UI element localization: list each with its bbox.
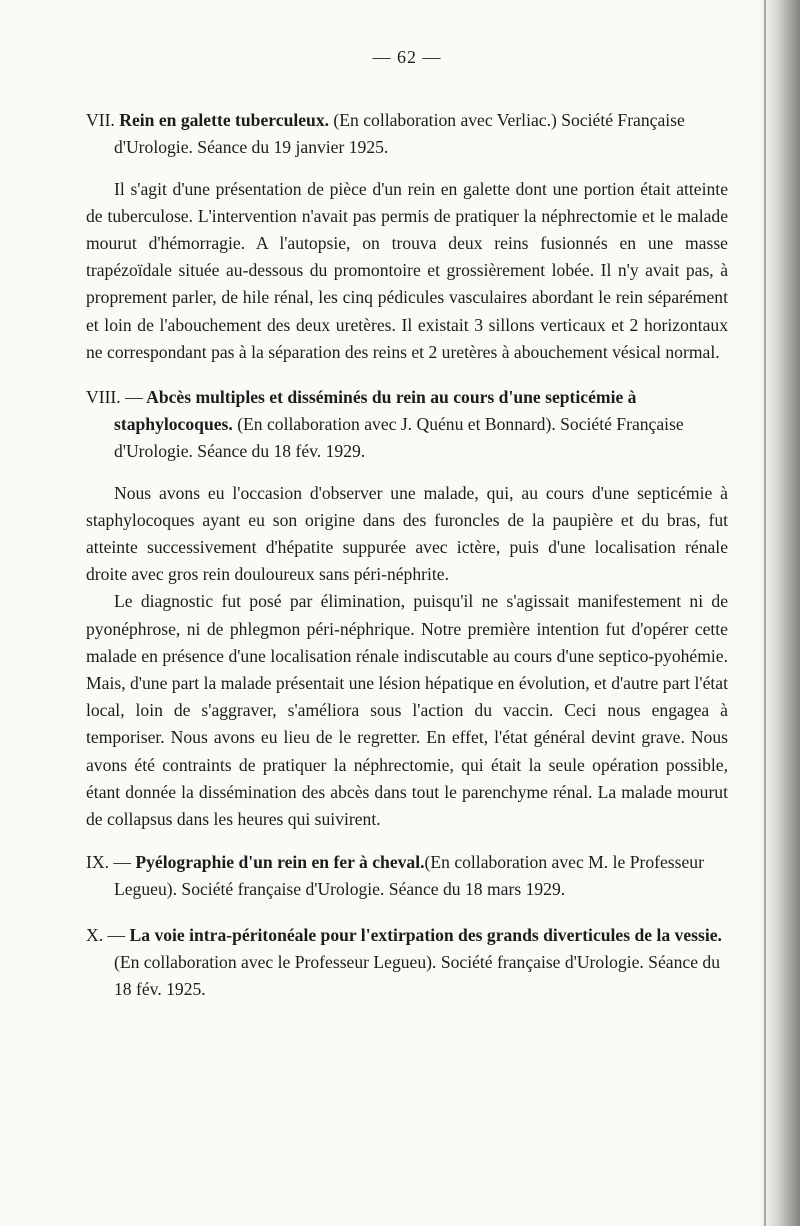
entry-heading xyxy=(86,107,728,161)
entry-reference: (En collaboration avec le Professeur Legueu). Société française d'Urologie. Séance du 18 fév. 1925. xyxy=(114,951,720,1000)
document-page xyxy=(86,44,728,1015)
entry-paragraph: Il s'agit d'une présentation de pièce d'un rein en galette dont une portion était atteinte de tuberculose. L'intervention n'avait pas permis de pratiquer la néphrectomie et le malade mourut d'hémorragie. A l'autopsie, on trouva deux reins fusionnés en une masse trapézoïdale située au-dessous du promontoire et grossièrement lobée. Il n'y avait pas, à proprement parler, de hile rénal, les cinq pédicules vasculaires abordant le rein séparément et loin de l'abouchement des deux uretères. Il existait 3 sillons verticaux et 2 horizontaux ne correspondant pas à la séparation des reins et 2 uretères à abouchement vésical normal. xyxy=(86,178,728,362)
entry-heading xyxy=(86,922,728,1004)
entry-reference: (En collaboration avec J. Quénu et Bonnard). Société Française d'Urologie. Séance du 18 fév. 1929. xyxy=(114,414,684,462)
entry-x xyxy=(86,922,728,1004)
entry-number: VIII. — xyxy=(86,387,143,408)
entry-heading xyxy=(86,849,728,903)
entry-reference: (En collaboration avec Verliac.) Société Française d'Urologie. Séance du 19 janvier 1925. xyxy=(114,110,685,158)
entry-title: Abcès multiples et disséminés du rein au cours d'une septicémie à staphylocoques. xyxy=(114,387,637,435)
entry-ix xyxy=(86,849,728,903)
page-number: — 62 — xyxy=(372,47,442,67)
entry-title: Pyélographie d'un rein en fer à cheval. xyxy=(130,852,425,873)
entry-number: X. — xyxy=(86,924,126,945)
entry-title: Rein en galette tuberculeux. xyxy=(119,110,330,131)
entry-number: IX. — xyxy=(86,852,131,873)
entry-paragraph: Le diagnostic fut posé par élimination, puisqu'il ne s'agissait manifestement ni de pyonéphrose, ni de phlegmon péri-néphrique. Notre première intention fut d'opérer cette malade en présence d'une localisation rénale indiscutable au cours d'une septico-pyohémie. Mais, d'une part la malade présentait une lésion hépatique en évolution, et d'autre part l'état local, loin de s'aggraver, s'améliora sous l'action du vaccin. Ceci nous engagea à temporiser. Nous avons eu lieu de le regretter. En effet, l'état général devint grave. Nous avons été contraints de pratiquer la néphrectomie, qui était la seule opération possible, étant donnée la dissémination des abcès dans tout le parenchyme rénal. La malade mourut de collapsus dans les heures qui suivirent. xyxy=(86,591,728,830)
page-binding-edge xyxy=(764,0,766,1226)
entry-title: La voie intra-péritonéale pour l'extirpation des grands diverticules de la vessie. xyxy=(125,924,722,945)
entry-heading xyxy=(86,384,728,466)
entry-vii xyxy=(86,107,728,366)
entry-number: VII. xyxy=(86,110,115,131)
entry-paragraph: Nous avons eu l'occasion d'observer une malade, qui, au cours d'une septicémie à staphylocoques ayant eu son origine dans des furoncles de la paupière et du bras, fut atteinte successivement d'hépatite suppurée avec ictère, puis d'une localisation rénale droite avec gros rein douloureux sans péri-néphrite. xyxy=(86,482,728,585)
entry-reference: (En collaboration avec M. le Professeur Legueu). Société française d'Urologie. Séance du 18 mars 1929. xyxy=(114,852,704,900)
entry-viii xyxy=(86,384,728,833)
